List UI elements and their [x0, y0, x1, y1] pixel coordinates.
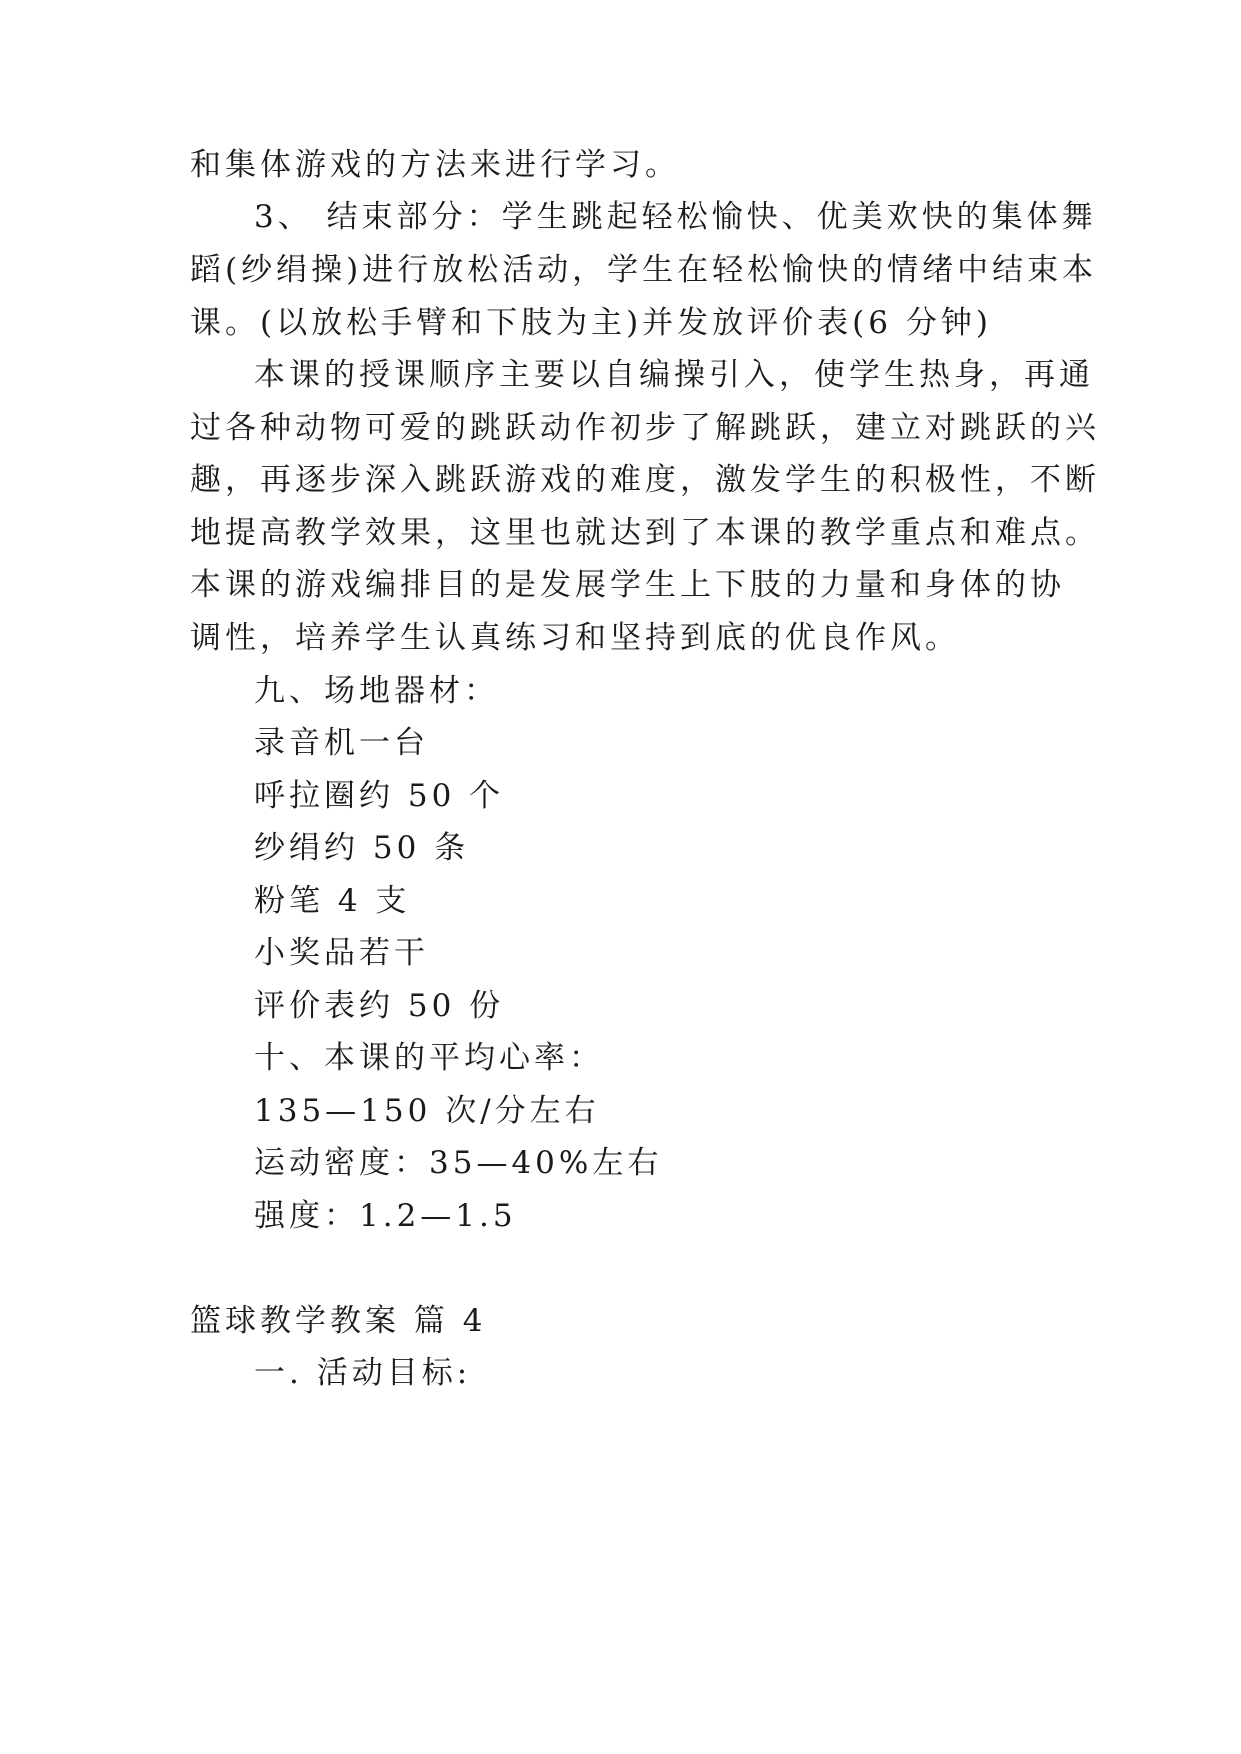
- paragraph-line: 蹈(纱绢操)进行放松活动，学生在轻松愉快的情绪中结束本: [190, 252, 1098, 288]
- paragraph-line: 3、 结束部分：学生跳起轻松愉快、优美欢快的集体舞: [254, 199, 1097, 235]
- paragraph-line: 本课的游戏编排目的是发展学生上下肢的力量和身体的协: [190, 567, 1065, 603]
- equipment-item: 呼拉圈约 50 个: [254, 778, 505, 814]
- equipment-item: 评价表约 50 份: [254, 988, 505, 1024]
- heart-rate-item: 135—150 次/分左右: [254, 1093, 600, 1129]
- paragraph-line: 调性，培养学生认真练习和坚持到底的优良作风。: [190, 620, 960, 656]
- equipment-item: 粉笔 4 支: [254, 883, 411, 919]
- equipment-heading: 九、场地器材：: [254, 673, 499, 709]
- section-title: 篮球教学教案 篇 4: [190, 1303, 487, 1339]
- paragraph-line: 地提高教学效果，这里也就达到了本课的教学重点和难点。: [190, 515, 1100, 551]
- paragraph-line: 和集体游戏的方法来进行学习。: [190, 147, 680, 183]
- paragraph-line: 本课的授课顺序主要以自编操引入，使学生热身，再通: [254, 357, 1094, 393]
- section-subheading: 一. 活动目标:: [254, 1355, 472, 1391]
- heart-rate-item: 运动密度：35—40%左右: [254, 1145, 663, 1181]
- equipment-item: 小奖品若干: [254, 935, 429, 971]
- paragraph-line: 过各种动物可爱的跳跃动作初步了解跳跃，建立对跳跃的兴: [190, 410, 1100, 446]
- equipment-item: 录音机一台: [254, 725, 429, 761]
- paragraph-line: 趣，再逐步深入跳跃游戏的难度，激发学生的积极性，不断: [190, 462, 1100, 498]
- heart-rate-heading: 十、本课的平均心率：: [254, 1040, 604, 1076]
- equipment-item: 纱绢约 50 条: [254, 830, 470, 866]
- heart-rate-item: 强度：1.2—1.5: [254, 1198, 517, 1234]
- paragraph-line: 课。(以放松手臂和下肢为主)并发放评价表(6 分钟): [190, 305, 992, 341]
